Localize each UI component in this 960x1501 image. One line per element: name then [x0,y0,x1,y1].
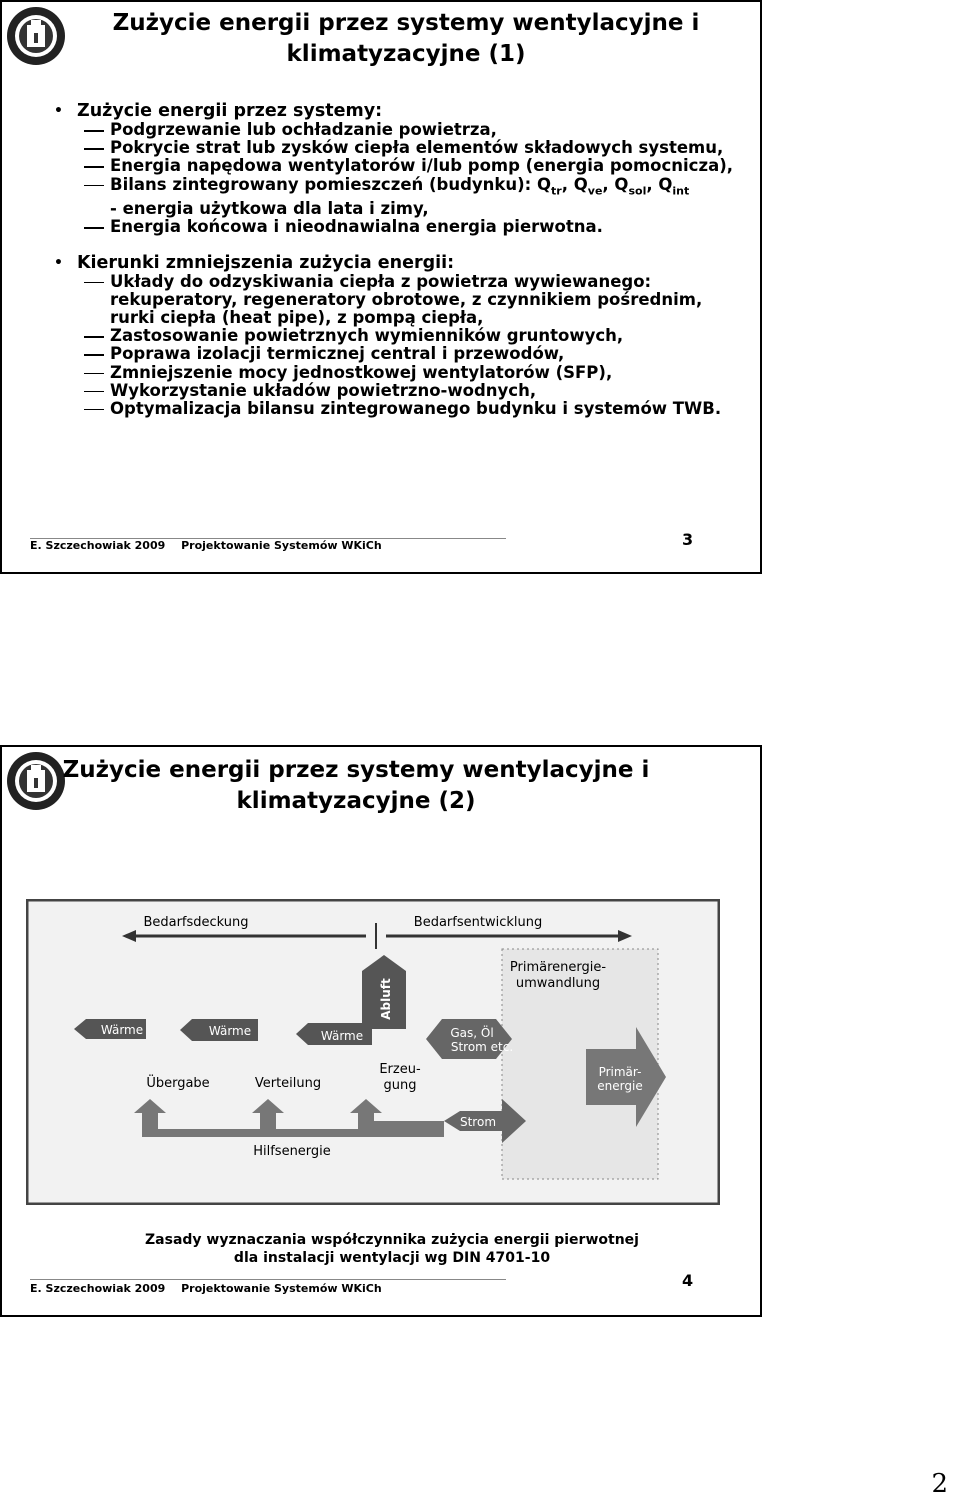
footer-course: Projektowanie Systemów WKiCh [181,539,382,552]
caption-line-2: dla instalacji wentylacji wg DIN 4701-10 [233,1250,551,1266]
label-primaerenergieumwandlung-2: umwandlung [515,976,601,991]
slide-footer [30,1282,394,1295]
label-uebergabe: Übergabe [146,1076,210,1091]
label-abluft: Abluft [379,978,393,1020]
footer-divider [30,1279,506,1280]
list-item: Podgrzewanie lub ochładzanie powietrza, [50,121,750,139]
label-erzeugung-1: Erzeu- [379,1062,421,1077]
footer-course: Projektowanie Systemów WKiCh [181,1282,382,1295]
label-bedarfsdeckung: Bedarfsdeckung [143,915,249,930]
list-item: Układy do odzyskiwania ciepła z powietrza wywiewanego: rekuperatory, regeneratory obrotowe, z czynnikiem pośrednim, rurki ciepła (heat pipe), z pompą ciepła, [50,273,750,328]
bullet-energy-use: • Zużycie energii przez systemy: [50,102,750,120]
bullet-reduction: • Kierunki zmniejszenia zużycia energii: [50,254,750,272]
list-item: Optymalizacja bilansu zintegrowanego budynku i systemów TWB. [50,400,750,418]
label-primaerenergie-2: energie [597,1079,643,1093]
label-bedarfsentwicklung: Bedarfsentwicklung [413,915,543,930]
label-hilfsenergie: Hilfsenergie [253,1144,331,1159]
list-item: Energia końcowa i nieodnawialna energia pierwotna. [50,218,750,236]
label-gas-oel: Gas, Öl [450,1026,494,1040]
list-item: Energia napędowa wentylatorów i/lub pomp (energia pomocnicza), [50,157,750,175]
label-primaerenergieumwandlung-1: Primärenergie- [509,960,607,975]
label-waerme-3: Wärme [320,1029,364,1043]
slide-number: 4 [682,1271,694,1290]
slide-title: Zużycie energii przez systemy wentylacyjne i klimatyzacyjne (1) [112,10,700,67]
university-logo-icon [5,5,67,67]
label-erzeugung-2: gung [383,1078,417,1093]
slide-title: Zużycie energii przez systemy wentylacyjne i klimatyzacyjne (2) [62,757,650,814]
footer-author: E. Szczechowiak 2009 [30,1282,166,1295]
slide-footer [30,539,394,552]
energy-use-list [50,121,750,237]
slide-content [50,102,750,418]
label-strom: Strom [459,1115,497,1129]
document-page-number: 2 [931,1469,948,1499]
reduction-list [50,273,750,419]
slide-3 [0,0,762,574]
label-waerme-2: Wärme [208,1024,252,1038]
footer-author: E. Szczechowiak 2009 [30,539,166,552]
label-waerme-1: Wärme [100,1023,144,1037]
list-item: Zastosowanie powietrznych wymienników gruntowych, [50,327,750,345]
list-item: Poprawa izolacji termicznej central i przewodów, [50,345,750,363]
list-item: Wykorzystanie układów powietrzno-wodnych, [50,382,750,400]
list-item: Pokrycie strat lub zysków ciepła elementów składowych systemu, [50,139,750,157]
label-primaerenergie-1: Primär- [598,1065,642,1079]
label-strom-etc: Strom etc. [450,1040,514,1054]
figure-caption [142,1231,642,1267]
label-verteilung: Verteilung [254,1076,322,1091]
list-item: Zmniejszenie mocy jednostkowej wentylatorów (SFP), [50,364,750,382]
slide-4 [0,745,762,1317]
slide-number: 3 [682,530,694,549]
energy-flow-diagram [26,899,720,1205]
list-item-balance: Bilans zintegrowany pomieszczeń (budynku): $Q_{tr}$, $Q_{ve}$, $Q_{sol}$, $Q_{int}$ - energia użytkowa dla lata i zimy, [50,176,750,219]
caption-line-1: Zasady wyznaczania współczynnika zużycia energii pierwotnej [145,1232,639,1248]
